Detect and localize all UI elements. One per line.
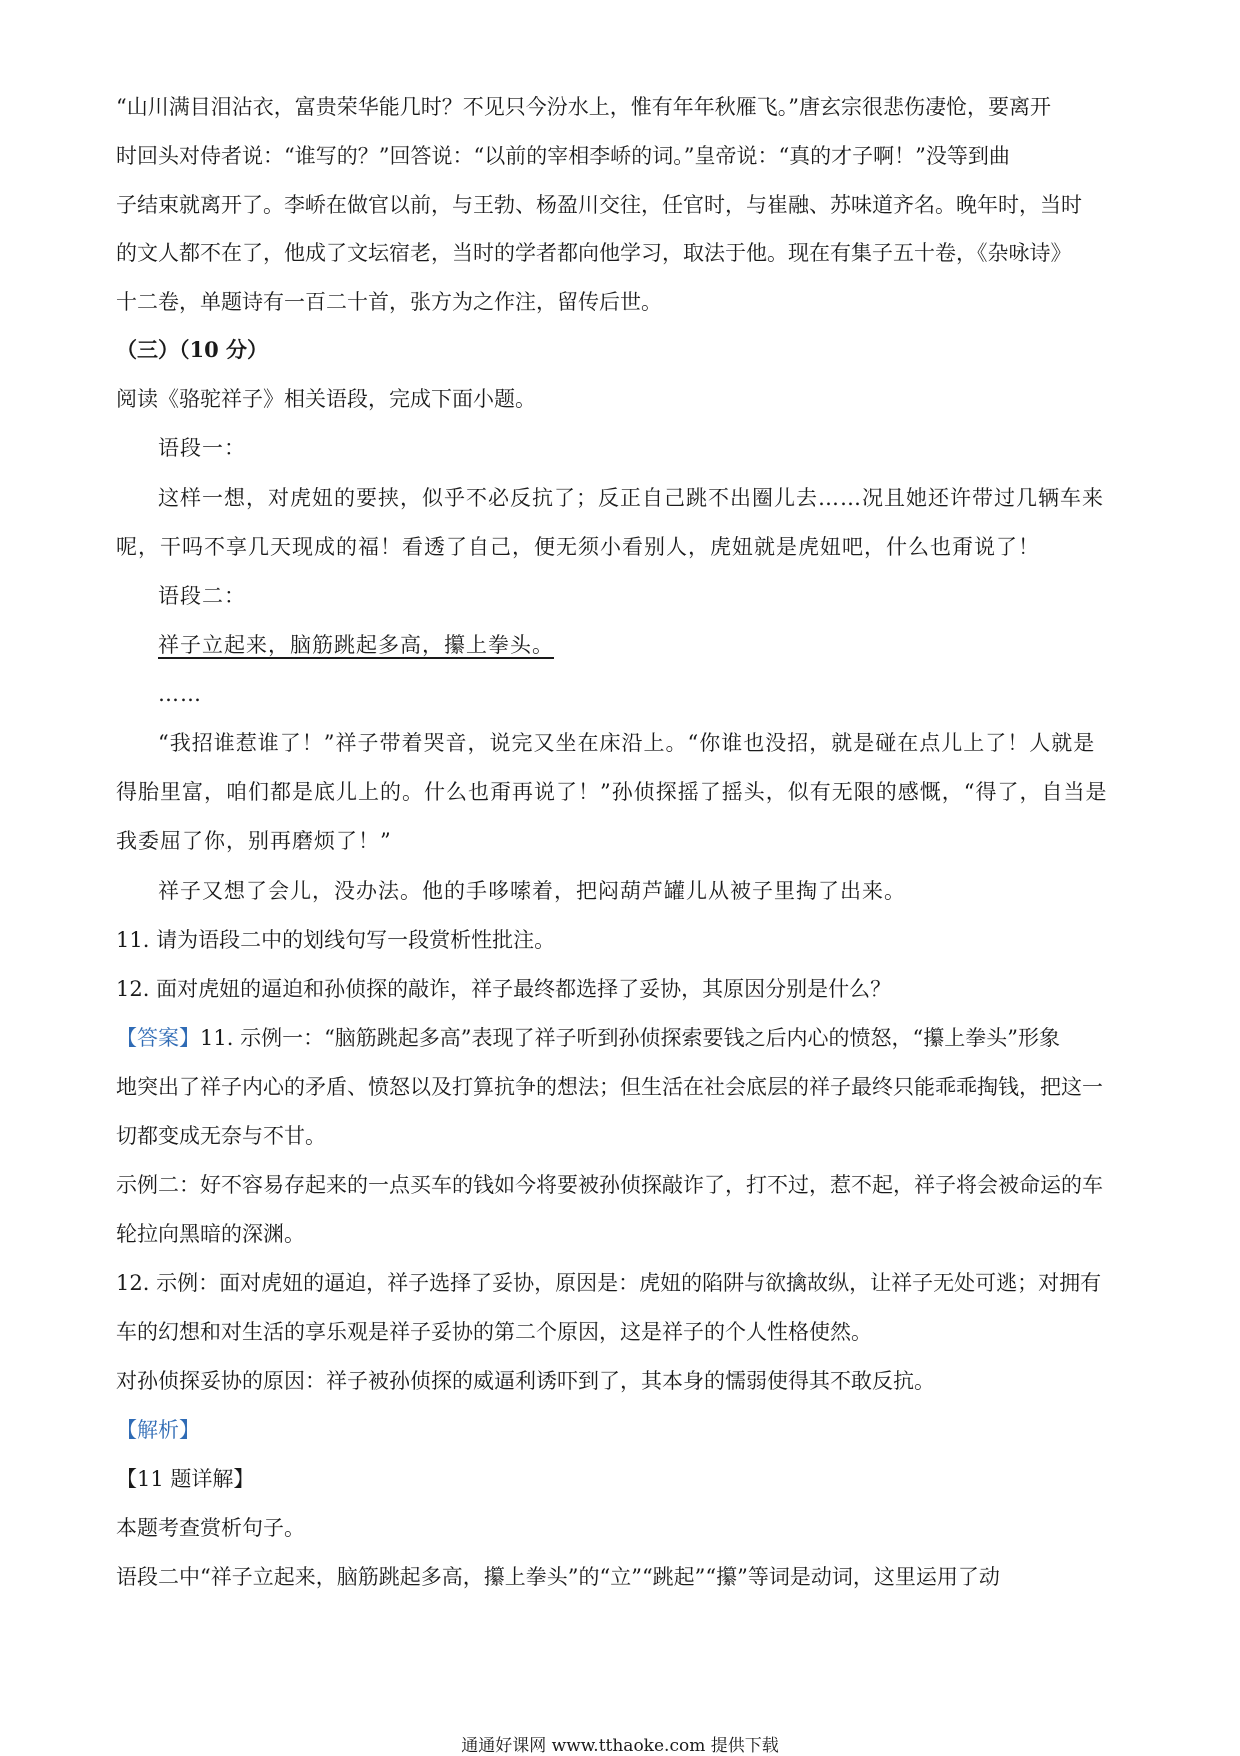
section-heading: （三）（10 分） — [116, 337, 269, 362]
passage1-line: 这样一想，对虎妞的要挟，似乎不必反抗了；反正自己跳不出圈儿去……况且她还许带过几辆车来 — [158, 486, 1104, 510]
answer-line: 地突出了祥子内心的矛盾、愤怒以及打算抗争的想法；但生活在社会底层的祥子最终只能乖乖掏钱，把这一 — [116, 1075, 1103, 1099]
passage1-line: 呢，干吗不享几天现成的福！看透了自己，便无须小看别人，虎妞就是虎妞吧，什么也甭说了！ — [116, 535, 1040, 559]
analysis-line: 语段二中“祥子立起来，脑筋跳起多高，攥上拳头”的“立”“跳起”“攥”等词是动词，这里运用了动 — [116, 1565, 1000, 1589]
page-footer: 通通好课网 www.tthaoke.com 提供下载 — [461, 1736, 779, 1756]
passage2-ellipsis: …… — [158, 682, 202, 706]
question-11: 11. 请为语段二中的划线句写一段赏析性批注。 — [116, 928, 556, 952]
answer-first-line — [116, 1023, 1060, 1053]
passage2-label: 语段二： — [158, 584, 246, 608]
passage1-label: 语段一： — [158, 436, 246, 460]
translation-line: “山川满目泪沾衣，富贵荣华能几时？不见只今汾水上，惟有年年秋雁飞。”唐玄宗很悲伤凄怆，要离开 — [116, 95, 1051, 119]
answer-line: 切都变成无奈与不甘。 — [116, 1124, 326, 1148]
answer-tag: 【答案】 — [116, 1026, 200, 1050]
passage2-line: 得胎里富，咱们都是底儿上的。什么也甭再说了！”孙侦探摇了摇头，似有无限的感慨，“得了，自当是 — [116, 780, 1108, 804]
answer-first-line-text: 11. 示例一：“脑筋跳起多高”表现了祥子听到孙侦探索要钱之后内心的愤怒，“攥上拳头”形象 — [200, 1026, 1061, 1050]
passage2-line: “我招谁惹谁了！”祥子带着哭音，说完又坐在床沿上。“你谁也没招，就是碰在点儿上了！人就是 — [158, 731, 1096, 755]
analysis-tag: 【解析】 — [116, 1418, 200, 1442]
answer-line: 对孙侦探妥协的原因：祥子被孙侦探的威逼利诱吓到了，其本身的懦弱使得其不敢反抗。 — [116, 1369, 935, 1393]
translation-line: 十二卷，单题诗有一百二十首，张方为之作注，留传后世。 — [116, 290, 662, 314]
translation-line: 时回头对侍者说：“谁写的？”回答说：“以前的宰相李峤的词。”皇帝说：“真的才子啊！”没等到曲 — [116, 144, 1010, 168]
answer-line: 12. 示例：面对虎妞的逼迫，祥子选择了妥协，原因是：虎妞的陷阱与欲擒故纵，让祥子无处可逃；对拥有 — [116, 1271, 1102, 1295]
answer-line: 示例二：好不容易存起来的一点买车的钱如今将要被孙侦探敲诈了，打不过，惹不起，祥子将会被命运的车 — [116, 1173, 1103, 1197]
question-12: 12. 面对虎妞的逼迫和孙侦探的敲诈，祥子最终都选择了妥协，其原因分别是什么？ — [116, 977, 892, 1001]
passage2-last-line: 祥子又想了会儿，没办法。他的手哆嗦着，把闷葫芦罐儿从被子里掏了出来。 — [158, 879, 906, 903]
answer-line: 轮拉向黑暗的深渊。 — [116, 1222, 305, 1246]
underlined-sentence: 祥子立起来，脑筋跳起多高，攥上拳头。 — [158, 633, 554, 657]
passage2-line: 我委屈了你，别再磨烦了！” — [116, 829, 392, 853]
answer-line: 车的幻想和对生活的享乐观是祥子妥协的第二个原因，这是祥子的个人性格使然。 — [116, 1320, 872, 1344]
translation-line: 的文人都不在了，他成了文坛宿老，当时的学者都向他学习，取法于他。现在有集子五十卷，《杂咏诗》 — [116, 241, 1072, 265]
analysis-subheading: 【11 题详解】 — [116, 1467, 255, 1491]
instruction-text: 阅读《骆驼祥子》相关语段，完成下面小题。 — [116, 387, 536, 411]
analysis-line: 本题考查赏析句子。 — [116, 1516, 305, 1540]
translation-line: 子结束就离开了。李峤在做官以前，与王勃、杨盈川交往，任官时，与崔融、苏味道齐名。晚年时，当时 — [116, 193, 1082, 217]
